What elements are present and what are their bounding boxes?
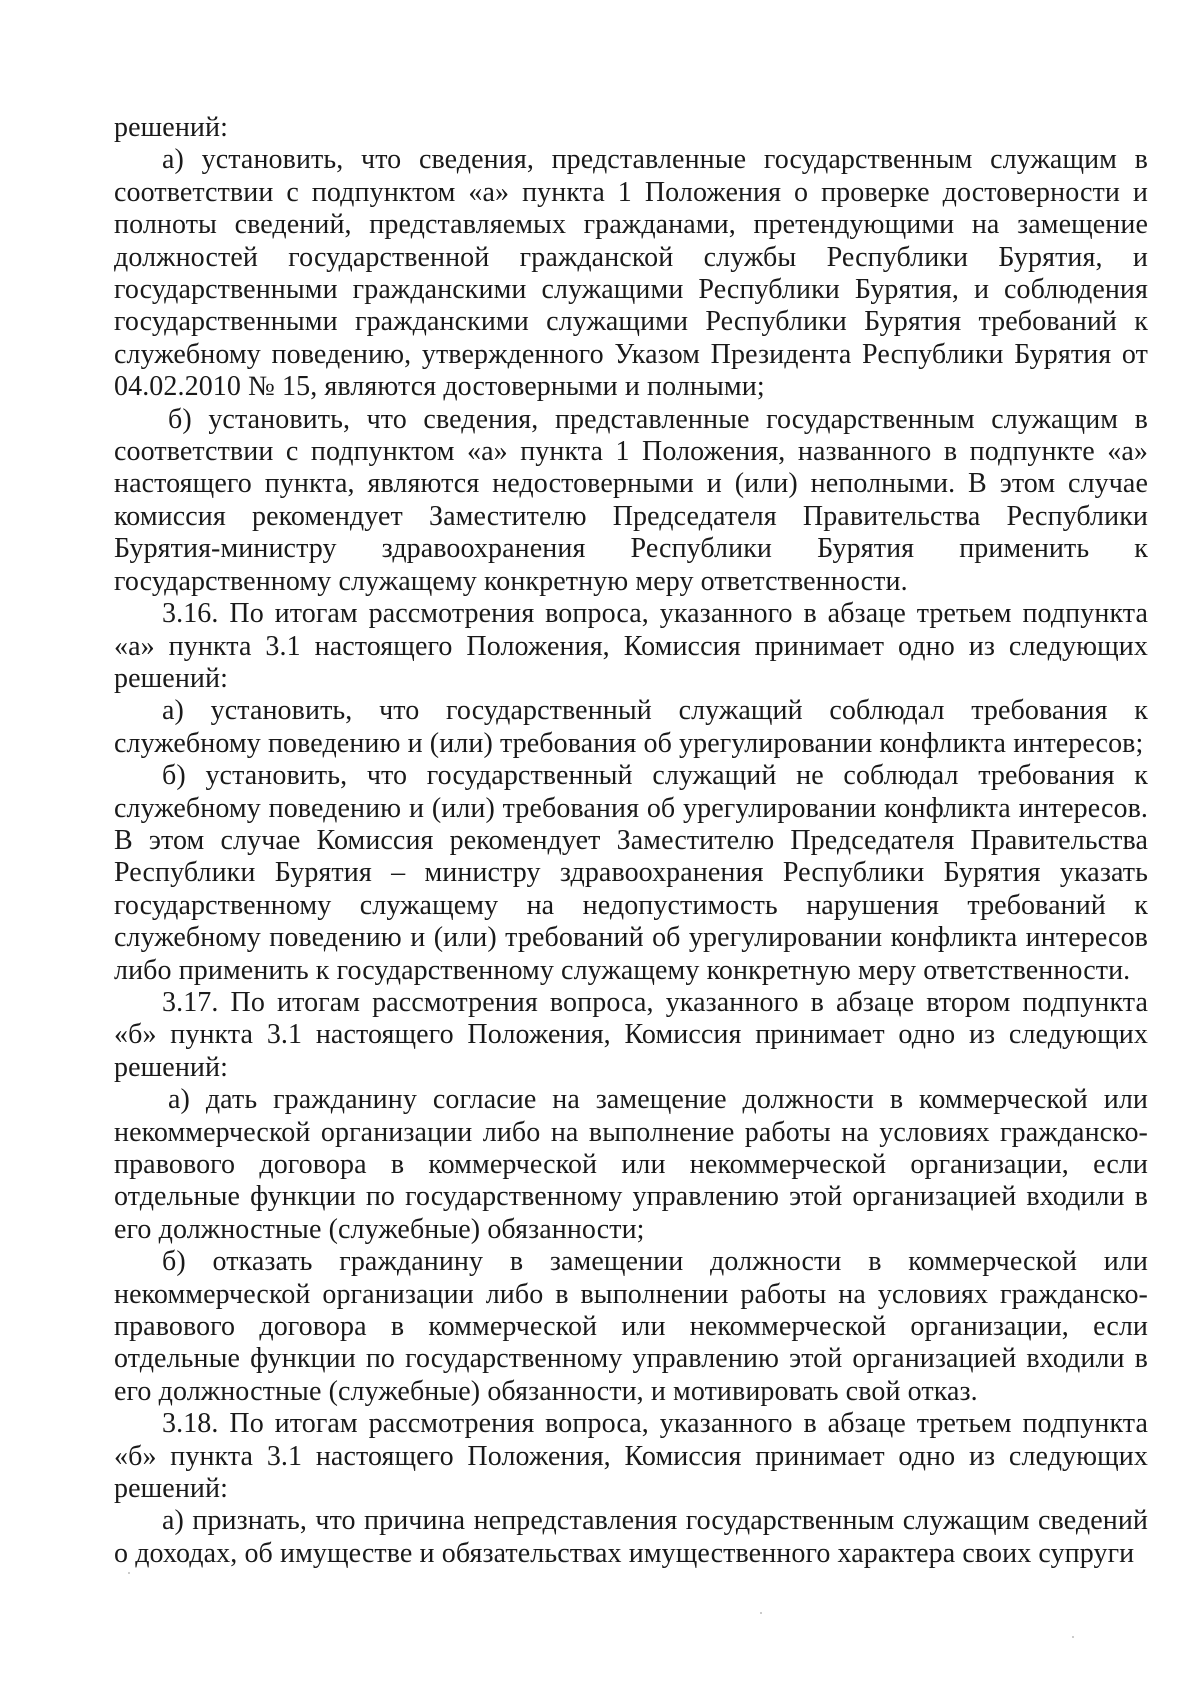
paragraph-item-a: а) установить, что сведения, представленные государственным служащим в соответствии с подпунктом «а» пункта 1 Положения о проверке достоверности и полноты сведений, представляемых гражданами, претендующими на замещение должностей государственной гражданской службы Республики Бурятия, и государственными гражданскими служащими Республики Бурятия, и соблюдения государственными гражданскими служащими Республики Бурятия требований к служебному поведению, утвержденного Указом Президента Республики Бурятия от 04.02.2010 № 15, являются достоверными и полными; — [114, 144, 1148, 403]
paragraph-section-3-17: 3.17. По итогам рассмотрения вопроса, указанного в абзаце втором подпункта «б» пункта 3.1 настоящего Положения, Комиссия принимает одно из следующих решений: — [114, 986, 1148, 1083]
scan-artifact — [128, 1572, 130, 1574]
paragraph-section-3-18: 3.18. По итогам рассмотрения вопроса, указанного в абзаце третьем подпункта «б» пункта 3.1 настоящего Положения, Комиссия принимает одно из следующих решений: — [114, 1408, 1148, 1505]
paragraph-section-3-16: 3.16. По итогам рассмотрения вопроса, указанного в абзаце третьем подпункта «а» пункта 3.1 настоящего Положения, Комиссия принимает одно из следующих решений: — [114, 598, 1148, 694]
document-body — [114, 112, 1148, 1570]
paragraph-continuation: решений: — [114, 112, 228, 143]
paragraph-item-b: б) установить, что сведения, представленные государственным служащим в соответствии с подпунктом «а» пункта 1 Положения, названного в подпункте «а» настоящего пункта, являются недостоверными и (или) неполными. В этом случае комиссия рекомендует Заместителю Председателя Правительства Республики Бурятия-министру здравоохранения Республики Бурятия применить к государственному служащему конкретную меру ответственности. — [114, 403, 1148, 597]
paragraph-item-a: а) признать, что причина непредставления государственным служащим сведений о доходах, об имуществе и обязательствах имущественного характера своих супруги — [114, 1505, 1148, 1569]
paragraph-item-b: б) установить, что государственный служащий не соблюдал требования к служебному поведению и (или) требования об урегулировании конфликта интересов. В этом случае Комиссия рекомендует Заместителю Председателя Правительства Республики Бурятия – министру здравоохранения Республики Бурятия указать государственному служащему на недопустимость нарушения требований к служебному поведению и (или) требований об урегулировании конфликта интересов либо применить к государственному служащему конкретную меру ответственности. — [114, 760, 1148, 986]
scan-artifact — [760, 1612, 762, 1614]
paragraph-item-b: б) отказать гражданину в замещении должности в коммерческой или некоммерческой организации либо в выполнении работы на условиях гражданско-правового договора в коммерческой или некоммерческой организации, если отдельные функции по государственному управлению этой организацией входили в его должностные (служебные) обязанности, и мотивировать свой отказ. — [114, 1246, 1148, 1407]
paragraph-item-a: а) дать гражданину согласие на замещение должности в коммерческой или некоммерческой организации либо на выполнение работы на условиях гражданско-правового договора в коммерческой или некоммерческой организации, если отдельные функции по государственному управлению этой организацией входили в его должностные (служебные) обязанности; — [114, 1084, 1148, 1245]
scan-artifact — [1072, 1636, 1074, 1638]
paragraph-item-a: а) установить, что государственный служащий соблюдал требования к служебному поведению и (или) требования об урегулировании конфликта интересов; — [114, 695, 1148, 759]
